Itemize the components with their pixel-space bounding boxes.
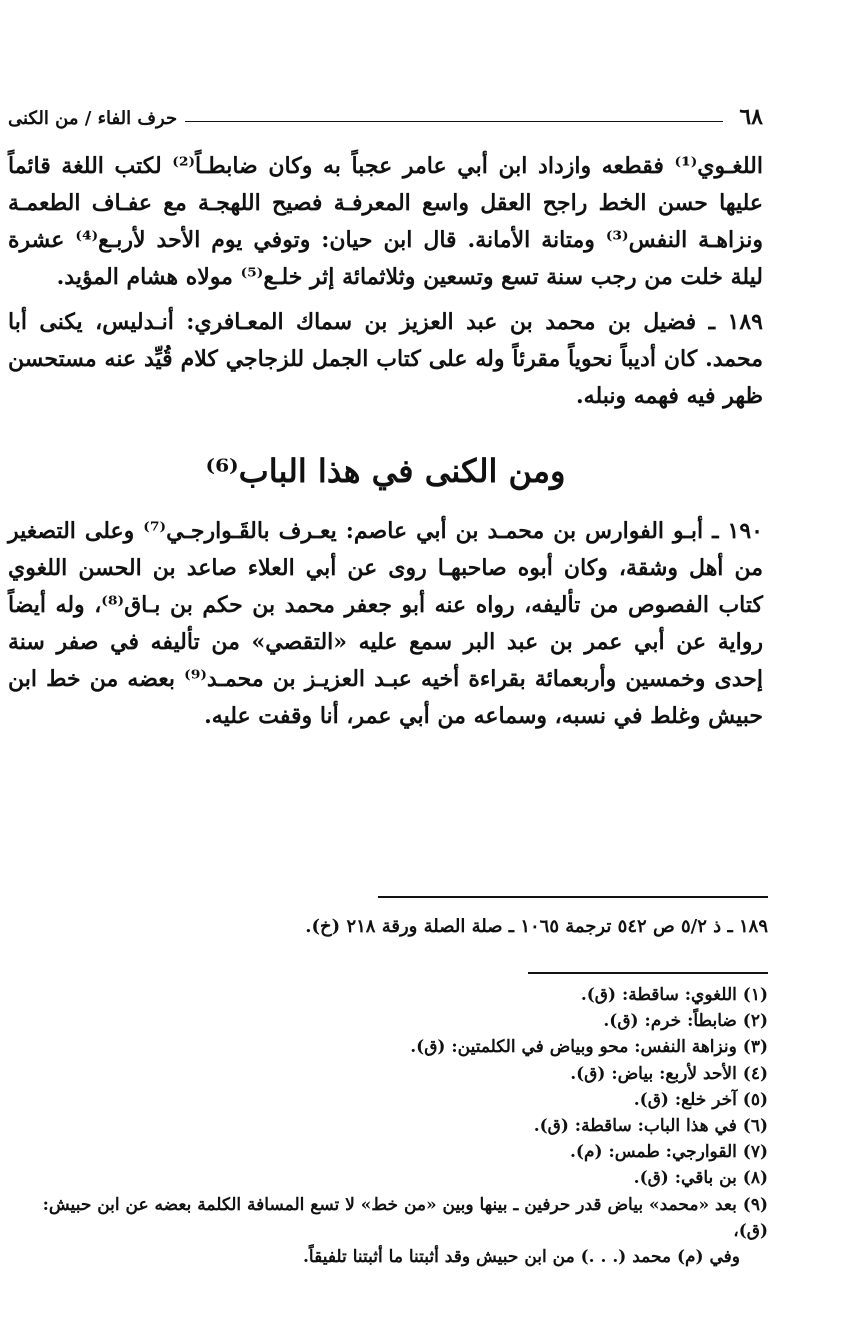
footnote-4: (٤) الأحد لأربع: بياض: (ق). bbox=[570, 1063, 768, 1084]
running-title: حرف الفاء / من الكنى bbox=[8, 108, 178, 129]
main-text bbox=[8, 148, 763, 735]
page-header bbox=[8, 92, 763, 128]
section-heading: ومن الكنى في هذا الباب⁽⁶⁾ bbox=[205, 452, 566, 490]
footnote-3: (٣) ونزاهة النفس: محو وبياض في الكلمتين: (ق). bbox=[410, 1037, 768, 1058]
entry-190: ١٩٠ ـ أبـو الفوارس بن محمـد بن أبي عاصم: يعـرف بالقَـوارجـي⁽⁷⁾ وعلى التصغير من أهل وشقة، وكان أبوه صاحبهـا روى عن أبي العلاء صاعد بن الحسن اللغوي كتاب الفصوص من تأليفه، رواه عنه أبو جعفر محمد بن حكم بن بـاق⁽⁸⁾، وله أيضاً رواية عن أبي عمر بن عبد البر سمع عليه «التقصي» من تأليفه في صفر سنة إحدى وخمسين وأربعمائة بقراءة أخيه عبـد العزيـز بن محمـد⁽⁹⁾ بعضه من خط ابن حبيش وغلط في نسبه، وسماعه من أبي عمر، أنا وقفت عليه. bbox=[8, 518, 763, 729]
entry-189: ١٨٩ ـ فضيل بن محمد بن عبد العزيز بن سماك المعـافري: أنـدليس، يكنى أبا محمد. كان أديباً نحوياً مقرئاً وله على كتاب الجمل للزجاجي كلام قُيِّد عنه مستحسن ظهر فيه فهمه ونبله. bbox=[8, 309, 763, 409]
footnote-6: (٦) في هذا الباب: ساقطة: (ق). bbox=[533, 1116, 768, 1137]
footnote-9: (٩) بعد «محمد» بياض قدر حرفين ـ بينها وبين «من خط» لا تسع المسافة الكلمة بعضه عن ابن حبيش: (ق)، bbox=[42, 1194, 768, 1241]
header-rule bbox=[185, 121, 723, 122]
footnotes bbox=[8, 982, 768, 1270]
footnote-5: (٥) آخر خلع: (ق). bbox=[633, 1089, 768, 1110]
footnote-7: (٧) القوارجي: طمس: (م). bbox=[570, 1142, 768, 1163]
footnote-1: (١) اللغوي: ساقطة: (ق). bbox=[580, 985, 768, 1005]
page-number: ٦٨ bbox=[739, 104, 763, 130]
footnotes-rule bbox=[528, 972, 768, 974]
footnote-9-continuation: وفي (م) محمد (. . .) من ابن حبيش وقد أثبتنا ما أثبتنا تلفيقاً. bbox=[303, 1247, 740, 1268]
footnote-8: (٨) بن باقي: (ق). bbox=[633, 1168, 768, 1189]
footnote-list bbox=[8, 982, 768, 1270]
source-rule bbox=[378, 896, 768, 898]
footnote-2: (٢) ضابطاً: خرم: (ق). bbox=[603, 1011, 768, 1032]
paragraph-continuation: اللغـوي⁽¹⁾ فقطعه وازداد ابن أبي عامر عجباً به وكان ضابطـاً⁽²⁾ لكتب اللغة قائماً عليها حسن الخط راجح العقل واسع المعرفـة فصيح اللهجـة مع عفـاف الطعمـة ونزاهـة النفس⁽³⁾ ومتانة الأمانة. قال ابن حيان: وتوفي يوم الأحد لأربـع⁽⁴⁾ عشرة ليلة خلت من رجب سنة تسع وتسعين وثلاثمائة إثر خلـع⁽⁵⁾ مولاه هشام المؤيد. bbox=[8, 153, 764, 290]
source-reference: ١٨٩ ـ ذ ٥/٢ ص ٥٤٢ ترجمة ١٠٦٥ ـ صلة الصلة ورقة ٢١٨ (خ). bbox=[305, 916, 768, 937]
